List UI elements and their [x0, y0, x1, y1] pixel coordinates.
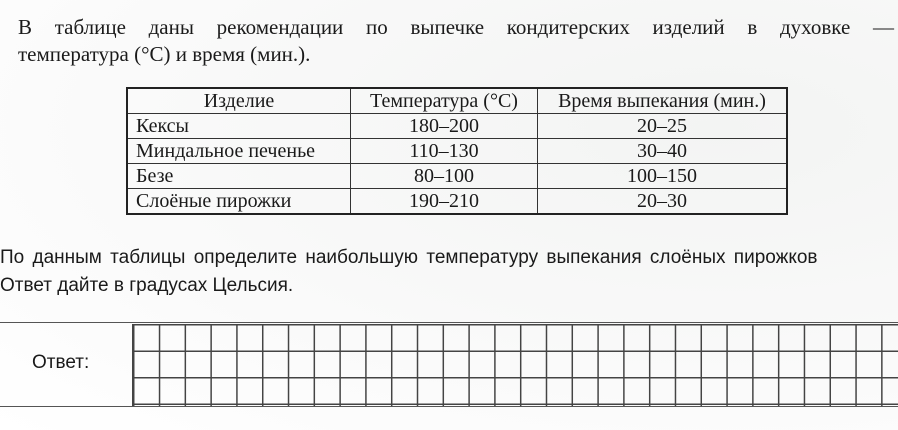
- intro-line-1: В таблице даны рекомендации по выпечке кондитерских изделий в духовке —: [18, 15, 894, 39]
- cell-time: 20–25: [538, 114, 788, 139]
- table-header-row: [127, 88, 787, 114]
- header-time: Время выпекания (мин.): [538, 88, 788, 114]
- table-row: [127, 189, 787, 215]
- cell-temperature: 180–200: [351, 114, 538, 139]
- answer-top-rule: [0, 322, 898, 323]
- cell-item: Слоёные пирожки: [127, 189, 351, 215]
- task-question: [0, 244, 898, 300]
- cell-item: Кексы: [127, 114, 351, 139]
- baking-table: [126, 87, 788, 215]
- answer-area: [0, 322, 898, 408]
- cell-item: Безе: [127, 164, 351, 189]
- intro-line-2: температура (°C) и время (мин.).: [18, 42, 311, 66]
- table-row: [127, 139, 787, 164]
- question-line-1: По данным таблицы определите наибольшую температуру выпекания слоёных пирожков: [0, 247, 818, 268]
- cell-item: Миндальное печенье: [127, 139, 351, 164]
- cell-temperature: 80–100: [351, 164, 538, 189]
- answer-label: Ответ:: [32, 352, 90, 373]
- cell-temperature: 190–210: [351, 189, 538, 215]
- cell-time: 100–150: [538, 164, 788, 189]
- table-row: [127, 114, 787, 139]
- answer-grid[interactable]: [132, 324, 898, 406]
- task-intro: [18, 14, 894, 68]
- header-temperature: Температура (°C): [351, 88, 538, 114]
- cell-time: 30–40: [538, 139, 788, 164]
- cell-time: 20–30: [538, 189, 788, 215]
- cell-temperature: 110–130: [351, 139, 538, 164]
- answer-bottom-rule: [0, 406, 898, 407]
- question-line-2: Ответ дайте в градусах Цельсия.: [0, 275, 294, 296]
- header-item: Изделие: [127, 88, 351, 114]
- table-row: [127, 164, 787, 189]
